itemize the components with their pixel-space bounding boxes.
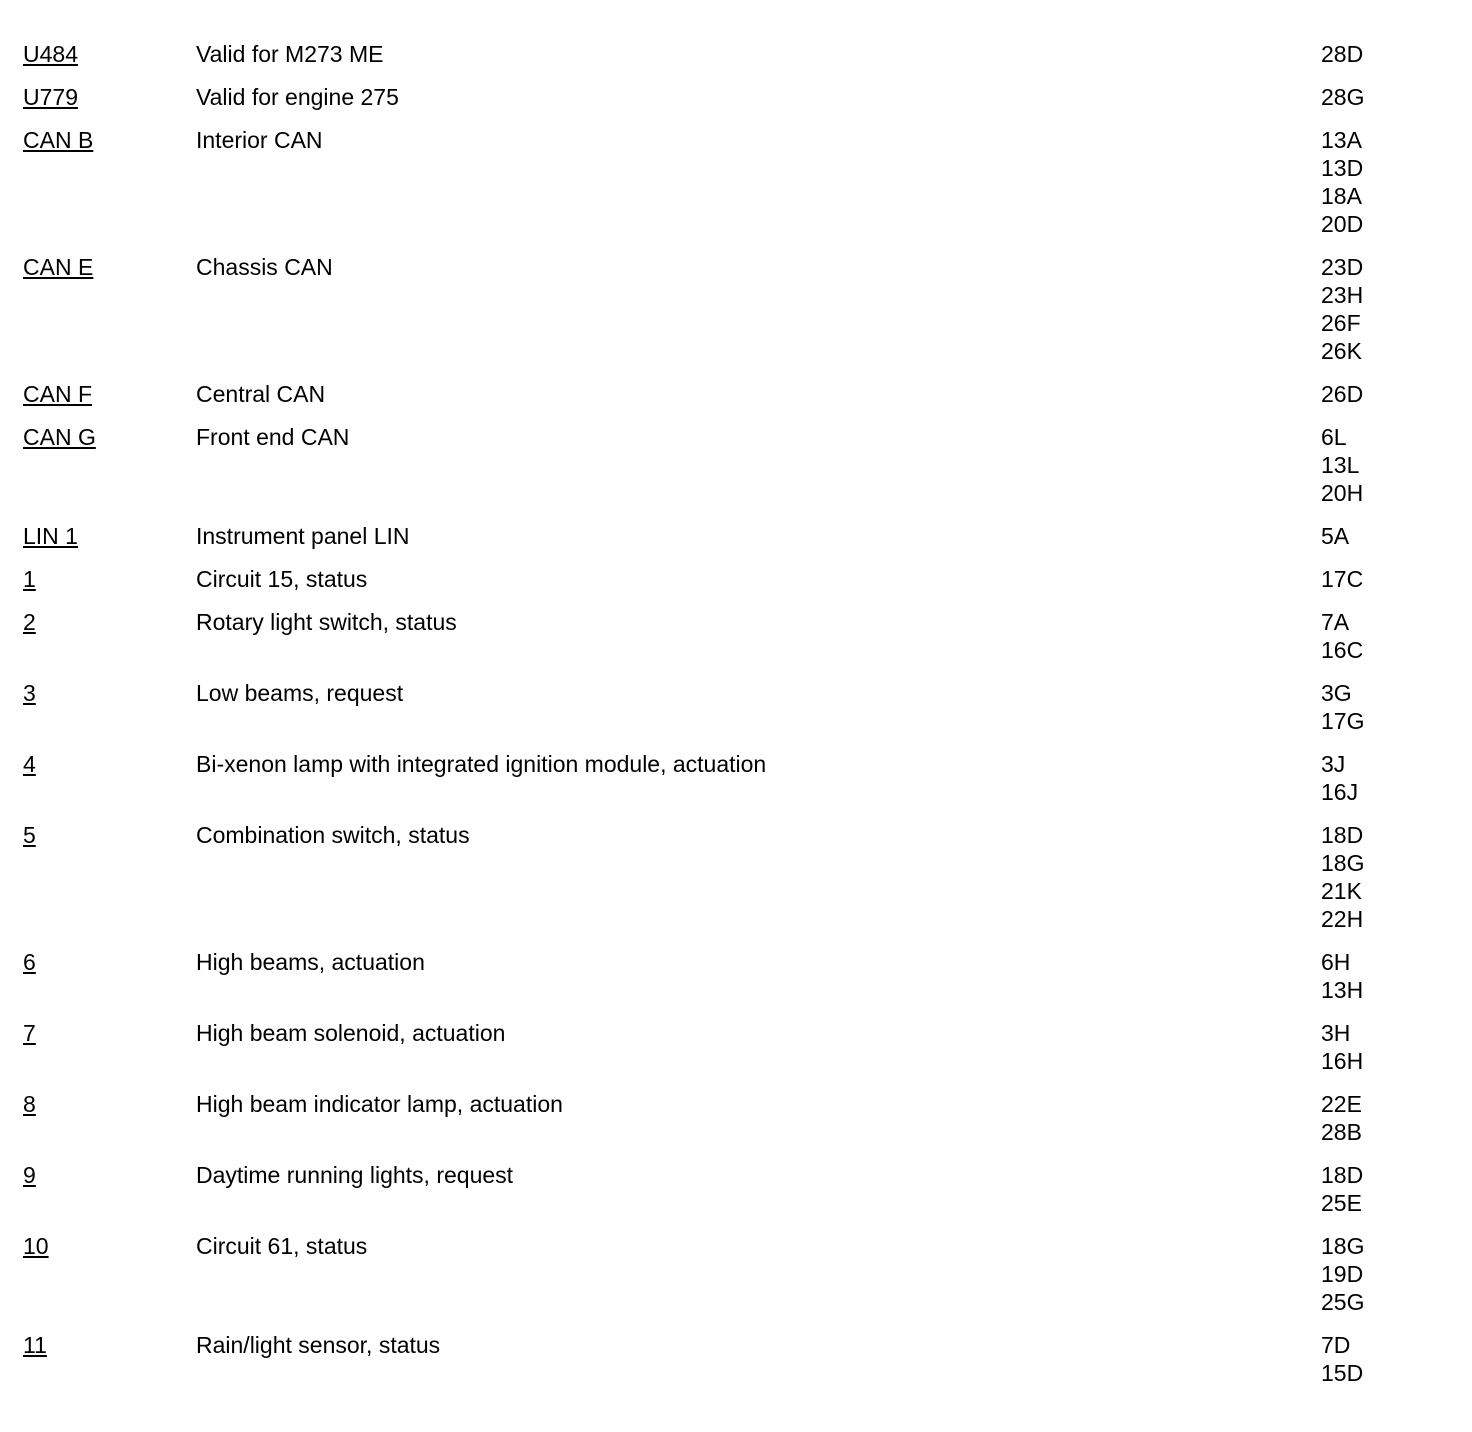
- grid-reference: 18D: [1321, 1162, 1364, 1188]
- list-item: [23, 522, 1443, 550]
- signal-description: Instrument panel LIN: [196, 523, 410, 549]
- grid-reference: 6H: [1321, 949, 1351, 975]
- grid-reference: 13D: [1321, 155, 1364, 181]
- grid-reference: 7D: [1321, 1332, 1351, 1358]
- signal-code-link[interactable]: CAN E: [23, 254, 94, 280]
- grid-reference-list: [1321, 565, 1443, 593]
- signal-description: High beam indicator lamp, actuation: [196, 1091, 563, 1117]
- signal-code-link[interactable]: 9: [23, 1162, 36, 1188]
- signal-description: Valid for engine 275: [196, 84, 399, 110]
- grid-reference: 22H: [1321, 906, 1364, 932]
- grid-reference: 18G: [1321, 1233, 1365, 1259]
- grid-reference: 20D: [1321, 211, 1364, 237]
- list-item: [23, 126, 1443, 238]
- signal-description: High beams, actuation: [196, 949, 425, 975]
- grid-reference-list: [1321, 608, 1443, 664]
- grid-reference-list: [1321, 750, 1443, 806]
- signal-code-link[interactable]: 7: [23, 1020, 36, 1046]
- signal-description: Chassis CAN: [196, 254, 333, 280]
- list-item: [23, 40, 1443, 68]
- grid-reference: 13L: [1321, 452, 1360, 478]
- grid-reference: 21K: [1321, 878, 1362, 904]
- grid-reference-list: [1321, 1090, 1443, 1146]
- signal-code-link[interactable]: 5: [23, 822, 36, 848]
- signal-code-link[interactable]: 11: [23, 1332, 47, 1358]
- list-item: [23, 1090, 1443, 1146]
- grid-reference-list: [1321, 126, 1443, 238]
- grid-reference: 6L: [1321, 424, 1347, 450]
- grid-reference: 3J: [1321, 751, 1346, 777]
- signal-description: Rotary light switch, status: [196, 609, 457, 635]
- list-item: [23, 380, 1443, 408]
- signal-code-link[interactable]: 2: [23, 609, 36, 635]
- grid-reference: 28D: [1321, 41, 1364, 67]
- list-item: [23, 1232, 1443, 1316]
- signal-description: Daytime running lights, request: [196, 1162, 514, 1188]
- list-item: [23, 948, 1443, 1004]
- signal-code-link[interactable]: 6: [23, 949, 36, 975]
- grid-reference-list: [1321, 423, 1443, 507]
- grid-reference: 23D: [1321, 254, 1364, 280]
- grid-reference: 26D: [1321, 381, 1364, 407]
- list-item: [23, 1019, 1443, 1075]
- signal-description: Bi-xenon lamp with integrated ignition module, actuation: [196, 751, 767, 777]
- grid-reference-list: [1321, 40, 1443, 68]
- signal-description: Valid for M273 ME: [196, 41, 384, 67]
- signal-description: Combination switch, status: [196, 822, 470, 848]
- list-item: [23, 679, 1443, 735]
- signal-description: Central CAN: [196, 381, 326, 407]
- grid-reference: 3H: [1321, 1020, 1351, 1046]
- grid-reference: 13H: [1321, 977, 1364, 1003]
- grid-reference-list: [1321, 253, 1443, 365]
- grid-reference: 7A: [1321, 609, 1350, 635]
- grid-reference: 18G: [1321, 850, 1365, 876]
- signal-code-link[interactable]: U779: [23, 84, 78, 110]
- grid-reference: 16H: [1321, 1048, 1364, 1074]
- grid-reference: 17C: [1321, 566, 1364, 592]
- grid-reference: 13A: [1321, 127, 1362, 153]
- grid-reference: 26K: [1321, 338, 1362, 364]
- signal-description: Circuit 61, status: [196, 1233, 368, 1259]
- grid-reference-list: [1321, 522, 1443, 550]
- signal-description: Interior CAN: [196, 127, 323, 153]
- grid-reference: 3G: [1321, 680, 1352, 706]
- grid-reference-list: [1321, 948, 1443, 1004]
- grid-reference: 18D: [1321, 822, 1364, 848]
- grid-reference: 5A: [1321, 523, 1350, 549]
- grid-reference-list: [1321, 1019, 1443, 1075]
- grid-reference-list: [1321, 380, 1443, 408]
- signal-description: Rain/light sensor, status: [196, 1332, 441, 1358]
- grid-reference: 25E: [1321, 1190, 1362, 1216]
- signal-code-link[interactable]: U484: [23, 41, 78, 67]
- grid-reference: 19D: [1321, 1261, 1364, 1287]
- list-item: [23, 423, 1443, 507]
- grid-reference: 16C: [1321, 637, 1364, 663]
- signal-reference-list: [23, 40, 1443, 1402]
- signal-description: High beam solenoid, actuation: [196, 1020, 506, 1046]
- signal-code-link[interactable]: 4: [23, 751, 36, 777]
- grid-reference-list: [1321, 821, 1443, 933]
- signal-code-link[interactable]: CAN G: [23, 424, 96, 450]
- signal-code-link[interactable]: LIN 1: [23, 523, 78, 549]
- grid-reference-list: [1321, 1161, 1443, 1217]
- list-item: [23, 253, 1443, 365]
- list-item: [23, 608, 1443, 664]
- list-item: [23, 1161, 1443, 1217]
- grid-reference-list: [1321, 1232, 1443, 1316]
- grid-reference: 22E: [1321, 1091, 1362, 1117]
- grid-reference: 17G: [1321, 708, 1365, 734]
- signal-description: Circuit 15, status: [196, 566, 368, 592]
- signal-code-link[interactable]: 8: [23, 1091, 36, 1117]
- list-item: [23, 565, 1443, 593]
- signal-code-link[interactable]: CAN F: [23, 381, 92, 407]
- grid-reference-list: [1321, 679, 1443, 735]
- signal-description: Low beams, request: [196, 680, 404, 706]
- grid-reference-list: [1321, 1331, 1443, 1387]
- signal-code-link[interactable]: 1: [23, 566, 36, 592]
- grid-reference: 25G: [1321, 1289, 1365, 1315]
- grid-reference: 18A: [1321, 183, 1362, 209]
- grid-reference: 16J: [1321, 779, 1359, 805]
- signal-code-link[interactable]: 10: [23, 1233, 49, 1259]
- grid-reference-list: [1321, 83, 1443, 111]
- grid-reference: 28B: [1321, 1119, 1362, 1145]
- list-item: [23, 1331, 1443, 1387]
- list-item: [23, 83, 1443, 111]
- grid-reference: 23H: [1321, 282, 1364, 308]
- grid-reference: 28G: [1321, 84, 1365, 110]
- list-item: [23, 821, 1443, 933]
- signal-description: Front end CAN: [196, 424, 350, 450]
- list-item: [23, 750, 1443, 806]
- grid-reference: 15D: [1321, 1360, 1364, 1386]
- signal-code-link[interactable]: CAN B: [23, 127, 94, 153]
- grid-reference: 20H: [1321, 480, 1364, 506]
- signal-code-link[interactable]: 3: [23, 680, 36, 706]
- grid-reference: 26F: [1321, 310, 1361, 336]
